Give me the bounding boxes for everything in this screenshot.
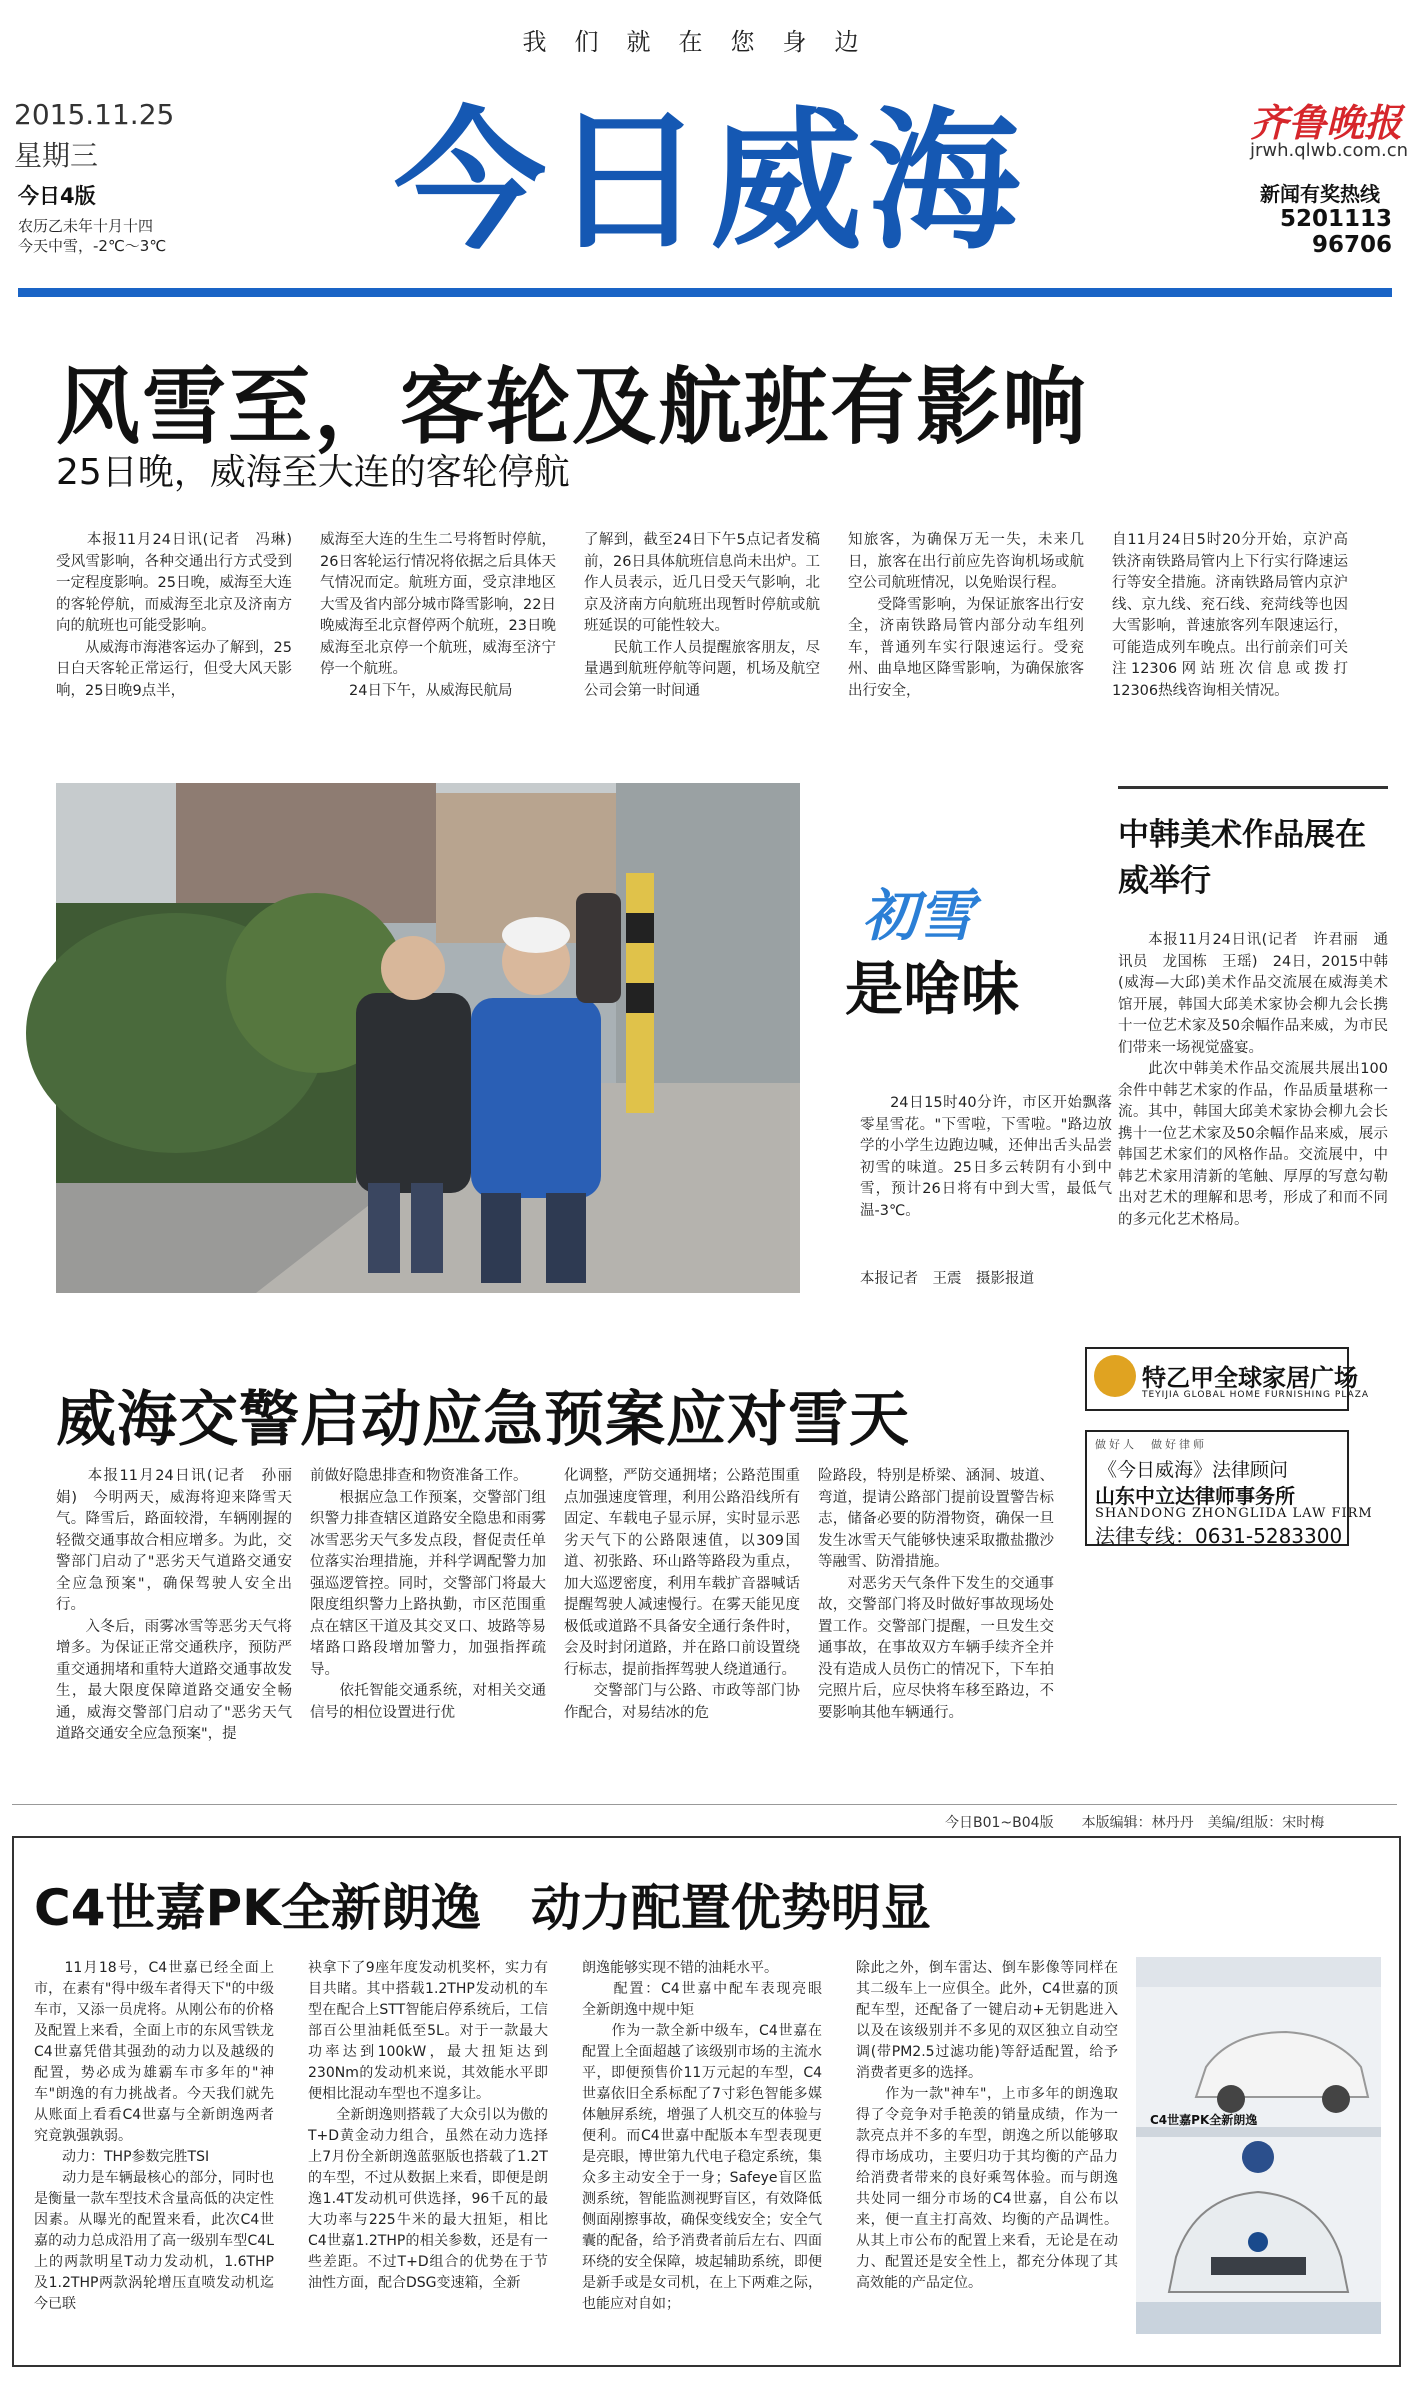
side-story-title: 中韩美术作品展在威举行 [1118,817,1366,899]
issue-weekday: 星期三 [14,139,99,172]
story2-column-2: 前做好隐患排查和物资准备工作。 根据应急工作预案，交警部门组织警力排查辖区道路安全隐患和雨雾冰雪恶劣天气多发点段，督促责任单位落实治理措施，并科学调配警力加强巡逻管控。同时，交警部门将最大限度组织警力上路执勤，市区范围重点在辖区干道及其交叉口、坡路等易堵路口路段增加警力，加强指挥疏导。 依托智能交通系统，对相关交通信号的相位设置进行优 [310,1468,546,1721]
car-column-1: 11月18号，C4世嘉已经全面上市，在素有"得中级车者得天下"的中级车市，又添一员虎将。从刚公布的价格及配置上来看，全面上市的东风雪铁龙C4世嘉凭借其强劲的动力以及越级的配置，势必成为雄霸车市多年的"神车"朗逸的有力挑战者。今天我们就先从账面上看看C4世嘉与全新朗逸两者究竟孰强孰弱。 动力：THP参数完胜TSI 动力是车辆最核心的部分，同时也是衡量一款车型技术含量高低的决定性因素。从曝光的配置来看，此次C4世嘉的动力总成沿用了高一级别车型C4L上的两款明星T动力发动机，1.6THP及1.2THP两款涡轮增压直喷发动机迄今已联 [34,1960,274,2312]
story1-column-1: 本报11月24日讯(记者 冯琳) 受风雪影响，各种交通出行方式受到一定程度影响。25日晚，威海至大连的客轮停航，而威海至北京及济南方向的航班也可能受影响。 从威海市海港客运办了解到，25日白天客轮正常运行，但受大风天影响，25日晚9点半， [56,532,292,699]
story1-column-3: 了解到，截至24日下午5点记者发稿前，26日具体航班信息尚未出炉。工作人员表示，近几日受天气影响，北京及济南方向航班出现暂时停航或航班延误的可能性较大。 民航工作人员提醒旅客朋友，尽量遇到航班停航等问题，机场及航空公司会第一时间通 [584,532,820,699]
car-photo [1136,1957,1381,2334]
snow-photo [56,783,800,1293]
car-column-3: 朗逸能够实现不错的油耗水平。 配置：C4世嘉中配车表现亮眼 全新朗逸中规中矩 作为一款全新中级车，C4世嘉在配置上全面超越了该级别市场的主流水平，即便预售价11万元起的车型，C4世嘉依旧全系标配了7寸彩色智能多媒体触屏系统，增强了人机交互的体验与便利。而C4世嘉中配版本车型表现更是亮眼，博世第九代电子稳定系统，集众多主动安全于一身；Safeye盲区监测系统，智能监测视野盲区，有效降低侧面剐擦事故，确保变线安全；安全气囊的配备，给予消费者前后左右、四面环绕的安全保障，坡起辅助系统，即便是新手或是女司机，在上下两难之际，也能应对自如； [582,1960,822,2312]
photo-story-title-1: 初雪 [862,884,974,949]
car-feature-headline: C4世嘉PK全新朗逸 动力配置优势明显 [34,1879,931,1937]
masthead-rule [18,288,1392,297]
side-story-rule [1118,786,1388,789]
publisher-url[interactable]: jrwh.qlwb.com.cn [1250,140,1409,161]
story2-headline: 威海交警启动应急预案应对雪天 [56,1385,910,1455]
photo-story-title-2: 是啥味 [845,955,1020,1023]
edition-count: 今日4版 [18,184,96,208]
photo-story-text: 24日15时40分许，市区开始飘落零星雪花。"下雪啦，下雪啦。"路边放学的小学生边跑边喊，还伸出舌头品尝初雪的味道。25日多云转阴有小到中雪，预计26日将有中到大雪，最低气温-3℃。 [860,1095,1112,1219]
story1-column-5: 自11月24日5时20分开始，京沪高铁济南铁路局管内上下行实行降速运行等安全措施。济南铁路局管内京沪线、京九线、兖石线、兖菏线等也因大雪影响，普速旅客列车限速运行，可能造成列车晚点。出行前亲们可关注12306网站班次信息或拨打12306热线咨询相关情况。 [1112,532,1348,699]
story2-column-3: 化调整，严防交通拥堵；公路范围重点加强速度管理，利用公路沿线所有固定、车载电子显示屏，实时显示恶劣天气下的公路限速值，以309国道、初张路、环山路等路段为重点，加大巡逻密度，利用车载扩音器喊话提醒驾驶人减速慢行。在雾天能见度极低或道路不具备安全通行条件时，会及时封闭道路，并在路口前设置绕行标志，提前指挥驾驶人绕道通行。 交警部门与公路、市政等部门协作配合，对易结冰的危 [564,1468,800,1721]
issue-date: 2015.11.25 [14,98,175,131]
car-column-4: 除此之外，倒车雷达、倒车影像等同样在其二级车上一应俱全。此外，C4世嘉的顶配车型，还配备了一键启动+无钥匙进入以及在该级别并不多见的双区独立自动空调(带PM2.5过滤功能)等舒适配置，给予消费者更多的选择。 作为一款"神车"，上市多年的朗逸取得了令竞争对手艳羡的销量成绩，作为一款亮点并不多的车型，朗逸之所以能够取得市场成功，主要归功于其均衡的产品力给消费者带来的良好乘驾体验。而与朗逸共处同一细分市场的C4世嘉，自公布以来，便一直主打高效、均衡的产品调性。从其上市公布的配置上来看，无论是在动力、配置还是安全性上，都充分体现了其高效能的产品定位。 [856,1960,1118,2291]
photo-story-credit: 本报记者 王震 摄影报道 [860,1271,1034,1287]
lunar-date: 农历乙未年十月十四 [18,217,154,235]
car-photo-label: C4世嘉PK全新朗逸 [1150,2113,1258,2127]
newspaper-title: 今日威海 [394,93,1026,270]
masthead-slogan: 我们就在您身边 [522,28,887,56]
publisher-logo: 齐鲁晚报 [1250,100,1403,145]
hotline-label: 新闻有奖热线 [1260,182,1380,206]
page-footer: 今日B01~B04版 本版编辑：林丹丹 美编/组版：宋时梅 [945,1815,1325,1831]
story1-column-2: 威海至大连的生生二号将暂时停航，26日客轮运行情况将依据之后具体天气情况而定。航班方面，受京津地区大雪及省内部分城市降雪影响，22日晚威海至北京督停两个航班，23日晚威海至北京停一个航班，威海至济宁停一个航班。 24日下午，从威海民航局 [320,532,556,699]
furniture-ad-name: 特乙甲全球家居广场 [1142,1364,1358,1392]
law-ad-slogan: 做好人 做好律师 [1095,1438,1207,1451]
lunar-weather [18,216,166,256]
footer-rule [12,1804,1397,1805]
law-ad-english: SHANDONG ZHONGLIDA LAW FIRM [1095,1506,1373,1521]
car-column-2: 袂拿下了9座年度发动机奖杯，实力有目共睹。其中搭载1.2THP发动机的车型在配合上STT智能启停系统后，工信部百公里油耗低至5L。对于一款最大功率达到100kW，最大扭矩达到230Nm的发动机来说，其效能水平即便相比混动车型也不遑多让。 全新朗逸则搭载了大众引以为傲的T+D黄金动力组合，虽然在动力选择上7月份全新朗逸蓝驱版也搭载了1.2T的车型，不过从数据上来看，即便是朗逸1.4T发动机可供选择，96千瓦的最大功率与225牛米的最大扭矩，相比C4世嘉1.2THP的相关参数，还是有一些差距。不过T+D组合的优势在于节油性方面，配合DSG变速箱，全新 [308,1960,548,2291]
hotline-number-2: 96706 [1311,232,1392,258]
photo-story-body [860,1050,1112,1312]
furniture-ad-english: TEYIJIA GLOBAL HOME FURNISHING PLAZA [1142,1390,1370,1400]
law-ad-phone: 法律专线：0631-5283300 [1095,1524,1343,1548]
story2-column-1: 本报11月24日讯(记者 孙丽娟) 今明两天，威海将迎来降雪天气。降雪后，路面较滑，车辆刚握的轻微交通事故合相应增多。为此，交警部门启动了"恶劣天气道路交通安全应急预案"，确保驾驶人安全出行。 入冬后，雨雾冰雪等恶劣天气将增多。为保证正常交通秩序，预防严重交通拥堵和重特大道路交通事故发生，最大限度保障道路交通安全畅通，威海交警部门启动了"恶劣天气道路交通安全应急预案"，提 [56,1468,292,1742]
story2-column-4: 险路段，特别是桥梁、涵洞、坡道、弯道，提请公路部门提前设置警告标志，储备必要的防滑物资，确保一旦发生冰雪天气能够快速采取撒盐撒沙等融雪、防滑措施。 对恶劣天气条件下发生的交通事故，交警部门将及时做好事故现场处置工作。交警部门提醒，一旦发生交通事故，在事故双方车辆手续齐全并没有造成人员伤亡的情况下，下车拍完照片后，应尽快将车移至路边，不要影响其他车辆通行。 [818,1468,1054,1721]
furniture-logo-icon [1094,1355,1136,1397]
law-ad-line-1: 《今日威海》法律顾问 [1098,1459,1289,1481]
hotline-number-1: 5201113 [1279,206,1392,232]
side-story-body: 本报11月24日讯(记者 许君丽 通讯员 龙国栋 王瑶) 24日，2015中韩(威海—大邱)美术作品交流展在威海美术馆开展，韩国大邱美术家协会柳九会长携十一位艺术家及50余幅作品来威，为市民们带来一场视觉盛宴。 此次中韩美术作品交流展共展出100余件中韩艺术家的作品，作品质量堪称一流。其中，韩国大邱美术家协会柳九会长携十一位艺术家及50余幅作品来威，展示韩国艺术家们的风格作品。交流展中，中韩艺术家用清新的笔触、厚厚的写意勾勒出对艺术的理解和思考，形成了和而不同的多元化艺术格局。 [1118,932,1388,1228]
story1-column-4: 知旅客，为确保万无一失，未来几日，旅客在出行前应先咨询机场或航空公司航班情况，以免贻误行程。 受降雪影响，为保证旅客出行安全，济南铁路局管内部分动车组列车，普通列车实行限速运行。受兖州、曲阜地区降雪影响，为确保旅客出行安全， [848,532,1084,699]
hotline-numbers [1262,206,1392,258]
story1-headline: 风雪至，客轮及航班有影响 [56,358,1089,456]
law-ad-firm-name: 山东中立达律师事务所 [1095,1484,1295,1508]
weather-forecast: 今天中雪，-2℃～3℃ [18,237,167,255]
story1-subhead: 25日晚，威海至大连的客轮停航 [56,452,570,493]
